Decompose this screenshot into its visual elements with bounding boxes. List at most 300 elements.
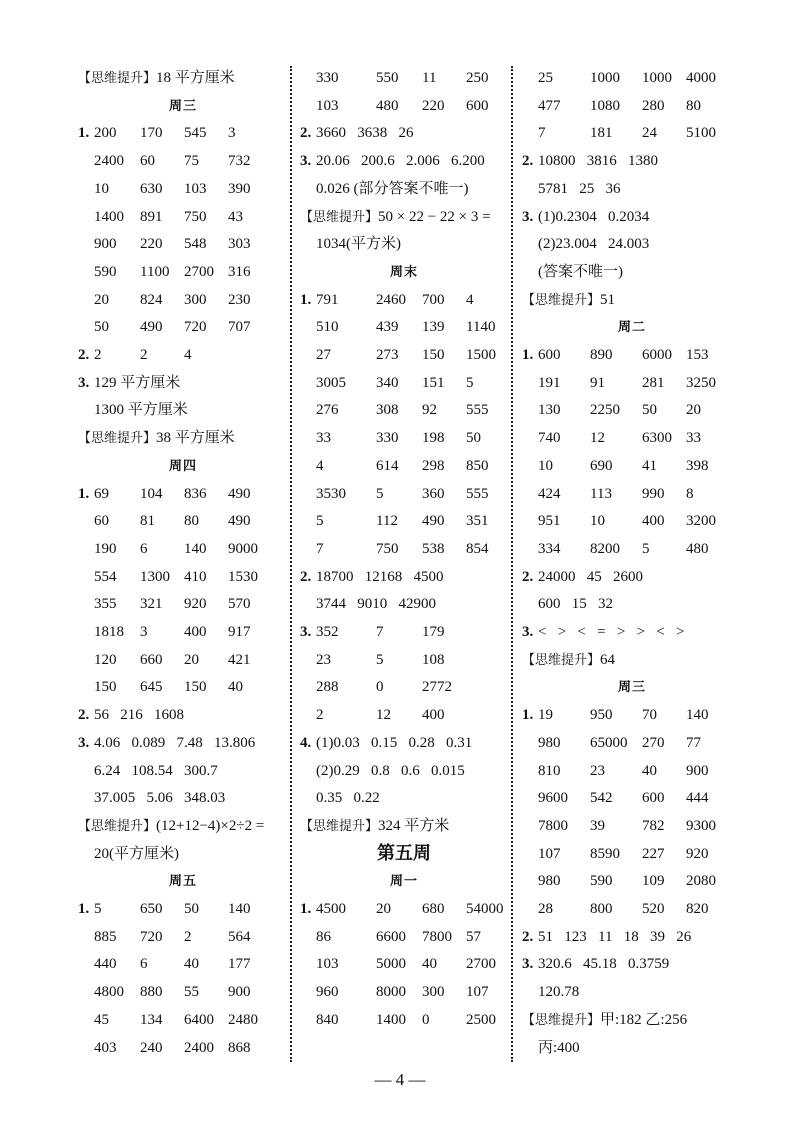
answer-value: 24 [642, 125, 657, 142]
answer-value: 554 [94, 568, 117, 585]
answer-value: 403 [94, 1039, 117, 1056]
answer-value: 9600 [538, 790, 568, 807]
answer-value: 60 [140, 153, 155, 170]
answer-value: 120 [94, 651, 117, 668]
answer-value: 1000 [590, 70, 620, 86]
answer-value: 130 [538, 402, 561, 419]
tip-answer: 18 平方厘米 [156, 70, 235, 86]
tip-answer: 50 × 22 − 22 × 3 = [378, 208, 491, 225]
answer-value: 1400 [94, 208, 124, 225]
answer-text: 20(平方厘米) [94, 845, 179, 862]
answer-value: 868 [228, 1039, 251, 1056]
answer-value: 750 [376, 540, 399, 557]
answer-value: 227 [642, 845, 665, 862]
answer-value: 980 [538, 873, 561, 890]
answer-text: 3744 9010 42900 [316, 596, 436, 613]
answer-value: 334 [538, 540, 561, 557]
day-heading [522, 313, 742, 341]
answer-value: 139 [422, 319, 445, 336]
answer-value: 421 [228, 651, 251, 668]
question-number: 2. [78, 707, 90, 724]
answer-value: 3530 [316, 485, 346, 502]
answer-value: 170 [140, 125, 163, 142]
answer-value: 732 [228, 153, 251, 170]
answer-value: 5 [316, 513, 324, 530]
tip-label: 【思维提升】 [300, 818, 379, 834]
answer-value: 360 [422, 485, 445, 502]
answer-value: 1400 [376, 1011, 406, 1028]
tip-answer: 51 [600, 291, 616, 308]
answer-value: 33 [316, 430, 331, 447]
answer-text: (2)0.29 0.8 0.6 0.015 [316, 762, 465, 779]
answer-value: 5 [94, 901, 102, 917]
answer-value: 4500 [316, 901, 346, 917]
question-number: 2. [300, 125, 312, 142]
answer-value: 1080 [590, 97, 620, 114]
question-number: 4. [300, 734, 312, 751]
answer-value: 900 [94, 236, 117, 253]
answer-text: 56 216 1608 [94, 707, 184, 724]
answer-value: 340 [376, 374, 399, 391]
answer-value: 1300 [140, 568, 170, 585]
tip-label: 【思维提升】 [300, 209, 379, 225]
answer-value: 440 [94, 956, 117, 973]
answer-value: 198 [422, 430, 445, 447]
answer-value: 5000 [376, 956, 406, 973]
answer-value: 850 [466, 457, 489, 474]
answer-value: 240 [140, 1039, 163, 1056]
answer-value: 86 [316, 928, 331, 945]
answer-value: 300 [184, 291, 207, 308]
answer-text: 20.06 200.6 2.006 6.200 [316, 153, 485, 170]
answer-value: 23 [316, 651, 331, 668]
answer-value: 140 [184, 540, 207, 557]
answer-value: 6300 [642, 430, 672, 447]
answer-value: 480 [686, 540, 709, 557]
answer-value: 750 [184, 208, 207, 225]
answer-value: 2 [140, 347, 148, 363]
answer-value: 920 [686, 845, 709, 862]
answer-value: 20 [686, 402, 701, 419]
answer-value: 950 [590, 707, 613, 724]
answer-value: 112 [376, 513, 398, 530]
answer-value: 65000 [590, 734, 628, 751]
answer-value: 444 [686, 790, 709, 807]
answer-value: 23 [590, 762, 605, 779]
answer-value: 660 [140, 651, 163, 668]
answer-value: 4000 [686, 70, 716, 86]
answer-value: 45 [94, 1011, 109, 1028]
question-number: 2. [300, 568, 312, 585]
answer-value: 0 [422, 1011, 430, 1028]
answer-value: 2480 [228, 1011, 258, 1028]
answer-text: (2)23.004 24.003 [538, 236, 650, 253]
answer-value: 590 [94, 263, 117, 280]
answer-value: 824 [140, 291, 163, 308]
tip-answer: 38 平方厘米 [156, 430, 235, 447]
tip-label: 【思维提升】 [78, 431, 157, 447]
answer-value: 181 [590, 125, 613, 142]
tip-label: 【思维提升】 [78, 818, 157, 834]
answer-value: 960 [316, 984, 339, 1001]
answer-value: 92 [422, 402, 437, 419]
answer-value: 980 [538, 734, 561, 751]
answer-value: 3005 [316, 374, 346, 391]
answer-value: 351 [466, 513, 489, 530]
answer-value: 151 [422, 374, 445, 391]
answer-value: 316 [228, 263, 251, 280]
answer-value: 303 [228, 236, 251, 253]
question-number: 1. [300, 901, 312, 917]
answer-value: 33 [686, 430, 701, 447]
answer-text: 18700 12168 4500 [316, 568, 444, 585]
answer-value: 41 [642, 457, 657, 474]
answer-value: 3 [140, 624, 148, 640]
answer-value: 538 [422, 540, 445, 557]
answer-value: 280 [642, 97, 665, 114]
answer-value: 60 [94, 513, 109, 530]
answer-text: 4.06 0.089 7.48 13.806 [94, 734, 256, 751]
day-heading-text: 周末 [389, 264, 418, 280]
answer-value: 590 [590, 873, 613, 890]
answer-value: 9000 [228, 540, 258, 557]
answer-value: 439 [376, 319, 399, 336]
answer-value: 8590 [590, 845, 620, 862]
answer-value: 288 [316, 679, 339, 696]
answer-value: 410 [184, 568, 207, 585]
answer-value: 10 [538, 457, 553, 474]
answer-value: 80 [686, 97, 701, 114]
answer-value: 2400 [184, 1039, 214, 1056]
answer-value: 5 [466, 374, 474, 391]
question-number: 1. [78, 125, 90, 142]
answer-value: 81 [140, 513, 155, 530]
answer-value: 321 [140, 596, 163, 613]
answer-value: 680 [422, 901, 445, 917]
answer-value: 150 [94, 679, 117, 696]
answer-value: 645 [140, 679, 163, 696]
tip-label: 【思维提升】 [522, 1012, 601, 1028]
answer-value: 2772 [422, 679, 452, 696]
answer-value: 7 [538, 125, 546, 142]
day-heading-text: 周三 [168, 98, 197, 114]
answer-value: 2 [316, 707, 324, 724]
answer-value: 352 [316, 624, 339, 640]
question-number: 3. [78, 374, 90, 391]
answer-value: 650 [140, 901, 163, 917]
answer-value: 720 [140, 928, 163, 945]
answer-value: 5 [376, 485, 384, 502]
question-number: 3. [300, 153, 312, 170]
answer-value: 134 [140, 1011, 163, 1028]
answer-text: (1)0.03 0.15 0.28 0.31 [316, 734, 473, 751]
tip-label: 【思维提升】 [522, 292, 601, 308]
answer-text: (答案不唯一) [538, 263, 623, 280]
answer-text: 1300 平方厘米 [94, 402, 188, 419]
answer-value: 555 [466, 485, 489, 502]
answer-value: 69 [94, 485, 109, 502]
answer-value: 1000 [642, 70, 672, 86]
question-number: 2. [522, 568, 534, 585]
answer-value: 77 [686, 734, 701, 751]
answer-value: 43 [228, 208, 243, 225]
answer-text: 120.78 [538, 984, 580, 1001]
answer-value: 20 [184, 651, 199, 668]
answer-value: 0 [376, 679, 384, 696]
answer-value: 107 [538, 845, 561, 862]
answer-text: 6.24 108.54 300.7 [94, 762, 218, 779]
answer-value: 1140 [466, 319, 496, 336]
answer-value: 7 [316, 540, 324, 557]
page-number: — 4 — [374, 1070, 426, 1089]
thinking-tip-line [522, 286, 615, 314]
answer-value: 113 [590, 485, 612, 502]
tip-answer: 甲:182 乙:256 [600, 1011, 688, 1028]
answer-value: 6600 [376, 928, 406, 945]
tip-answer: 64 [600, 651, 616, 668]
answer-value: 10 [94, 180, 109, 197]
answer-value: 273 [376, 347, 399, 363]
answer-value: 550 [376, 70, 399, 86]
answer-value: 810 [538, 762, 561, 779]
answer-value: 614 [376, 457, 399, 474]
answer-text: 51 123 11 18 39 26 [538, 928, 692, 945]
day-heading-text: 周五 [168, 874, 197, 890]
thinking-tip-line [78, 812, 264, 840]
answer-value: 50 [642, 402, 657, 419]
answer-value: 108 [422, 651, 445, 668]
answer-value: 220 [422, 97, 445, 114]
answer-value: 220 [140, 236, 163, 253]
answer-value: 2700 [466, 956, 496, 973]
answer-value: 3250 [686, 374, 716, 391]
answer-value: 400 [642, 513, 665, 530]
answer-value: 355 [94, 596, 117, 613]
answer-value: 8200 [590, 540, 620, 557]
answer-value: 990 [642, 485, 665, 502]
answer-value: 2080 [686, 873, 716, 890]
answer-value: 600 [466, 97, 489, 114]
answer-value: 740 [538, 430, 561, 447]
question-number: 3. [522, 624, 534, 640]
answer-value: 40 [422, 956, 437, 973]
answer-value: 28 [538, 901, 553, 917]
answer-value: 50 [94, 319, 109, 336]
answer-value: 7800 [422, 928, 452, 945]
question-number: 3. [300, 624, 312, 640]
answer-value: 6400 [184, 1011, 214, 1028]
answer-value: 25 [538, 70, 553, 86]
answer-value: 103 [184, 180, 207, 197]
answer-value: 545 [184, 125, 207, 142]
answer-value: 490 [228, 485, 251, 502]
answer-value: 150 [184, 679, 207, 696]
answer-text: 24000 45 2600 [538, 568, 643, 585]
answer-value: 490 [422, 513, 445, 530]
answer-value: 270 [642, 734, 665, 751]
answer-value: 2 [94, 347, 102, 363]
answer-value: 390 [228, 180, 251, 197]
answer-value: 854 [466, 540, 489, 557]
answer-value: 250 [466, 70, 489, 86]
answer-value: 39 [590, 817, 605, 834]
answer-value: 300 [422, 984, 445, 1001]
tip-label: 【思维提升】 [78, 71, 157, 86]
answer-value: 11 [422, 70, 437, 86]
answer-value: 55 [184, 984, 199, 1001]
answer-value: 308 [376, 402, 399, 419]
day-heading [78, 452, 288, 480]
day-heading-text: 周二 [617, 320, 646, 336]
day-heading [78, 92, 288, 120]
answer-value: 885 [94, 928, 117, 945]
answer-value: 400 [422, 707, 445, 724]
question-number: 2. [78, 347, 90, 363]
answer-value: 7800 [538, 817, 568, 834]
answer-value: 6 [140, 956, 148, 973]
answer-value: 4 [184, 347, 192, 363]
answer-value: 4 [466, 291, 474, 308]
answer-value: 400 [184, 624, 207, 640]
answer-value: 19 [538, 707, 553, 724]
answer-value: 40 [184, 956, 199, 973]
answer-text: 0.35 0.22 [316, 790, 380, 807]
answer-value: 3 [228, 125, 236, 142]
answer-text: 丙:400 [538, 1039, 580, 1056]
answer-value: 880 [140, 984, 163, 1001]
answer-value: 179 [422, 624, 445, 640]
answer-value: 564 [228, 928, 251, 945]
tip-label: 【思维提升】 [522, 652, 601, 668]
answer-value: 542 [590, 790, 613, 807]
answer-value: 398 [686, 457, 709, 474]
answer-value: 1100 [140, 263, 170, 280]
question-number: 1. [300, 291, 312, 308]
answer-value: 2700 [184, 263, 214, 280]
answer-value: 8 [686, 485, 694, 502]
answer-value: 103 [316, 97, 339, 114]
answer-value: 54000 [466, 901, 504, 917]
answer-value: 690 [590, 457, 613, 474]
answer-value: 190 [94, 540, 117, 557]
answer-value: 6 [140, 540, 148, 557]
answer-value: 720 [184, 319, 207, 336]
answer-value: 820 [686, 901, 709, 917]
week-title-text: 第五周 [377, 842, 431, 864]
answer-value: 75 [184, 153, 199, 170]
answer-value: 191 [538, 374, 561, 391]
day-heading [522, 673, 742, 701]
answer-value: 707 [228, 319, 251, 336]
answer-value: 800 [590, 901, 613, 917]
tip-answer: 324 平方米 [378, 817, 450, 834]
question-number: 3. [522, 956, 534, 973]
answer-text: 1034(平方米) [316, 236, 401, 253]
answer-value: 298 [422, 457, 445, 474]
answer-value: 490 [228, 513, 251, 530]
answer-value: 900 [228, 984, 251, 1001]
answer-text: 5781 25 36 [538, 180, 621, 197]
answer-value: 10 [590, 513, 605, 530]
answer-value: 1818 [94, 624, 124, 640]
answer-value: 281 [642, 374, 665, 391]
answer-value: 107 [466, 984, 489, 1001]
answer-value: 20 [94, 291, 109, 308]
question-number: 2. [522, 153, 534, 170]
answer-value: 836 [184, 485, 207, 502]
answer-value: 7 [376, 624, 384, 640]
day-heading-text: 周四 [168, 458, 197, 474]
answer-value: 3200 [686, 513, 716, 530]
question-number: 3. [522, 208, 534, 225]
tip-answer: (12+12−4)×2÷2 = [156, 817, 265, 834]
answer-value: 840 [316, 1011, 339, 1028]
answer-value: 4 [316, 457, 324, 474]
column-divider [290, 66, 292, 1062]
answer-value: 782 [642, 817, 665, 834]
answer-value: 27 [316, 347, 331, 363]
answer-value: 5 [376, 651, 384, 668]
answer-value: 4800 [94, 984, 124, 1001]
answer-value: 276 [316, 402, 339, 419]
answer-value: 570 [228, 596, 251, 613]
answer-value: 791 [316, 291, 339, 308]
question-number: 2. [522, 928, 534, 945]
question-number: 1. [522, 707, 534, 724]
answer-value: 2250 [590, 402, 620, 419]
question-number: 1. [78, 485, 90, 502]
thinking-tip-line [522, 646, 615, 674]
answer-value: 424 [538, 485, 561, 502]
answer-value: 40 [642, 762, 657, 779]
answer-value: 8000 [376, 984, 406, 1001]
answer-value: 2 [184, 928, 192, 945]
thinking-tip-line [522, 1006, 687, 1034]
answer-value: 20 [376, 901, 391, 917]
answer-value: 177 [228, 956, 251, 973]
day-heading [78, 867, 288, 895]
answer-value: 330 [316, 70, 339, 86]
answer-value: 2400 [94, 153, 124, 170]
answer-value: 103 [316, 956, 339, 973]
answer-value: 140 [228, 901, 251, 917]
answer-value: 951 [538, 513, 561, 530]
answer-text: < > < = > > < > [538, 624, 685, 640]
answer-text: 3660 3638 26 [316, 125, 414, 142]
answer-value: 153 [686, 347, 709, 363]
answer-value: 5 [642, 540, 650, 557]
answer-value: 890 [590, 347, 613, 363]
answer-value: 2460 [376, 291, 406, 308]
answer-value: 9300 [686, 817, 716, 834]
thinking-tip-line [300, 812, 449, 840]
answer-value: 548 [184, 236, 207, 253]
answer-value: 57 [466, 928, 481, 945]
answer-value: 5100 [686, 125, 716, 142]
answer-text: 320.6 45.18 0.3759 [538, 956, 670, 973]
answer-value: 1530 [228, 568, 258, 585]
answer-value: 700 [422, 291, 445, 308]
answer-value: 12 [590, 430, 605, 447]
question-number: 1. [522, 347, 534, 363]
answer-text: 129 平方厘米 [94, 374, 181, 391]
answer-value: 150 [422, 347, 445, 363]
answer-value: 12 [376, 707, 391, 724]
thinking-tip-line [78, 64, 235, 92]
answer-value: 510 [316, 319, 339, 336]
thinking-tip-line [300, 203, 491, 231]
answer-value: 70 [642, 707, 657, 724]
